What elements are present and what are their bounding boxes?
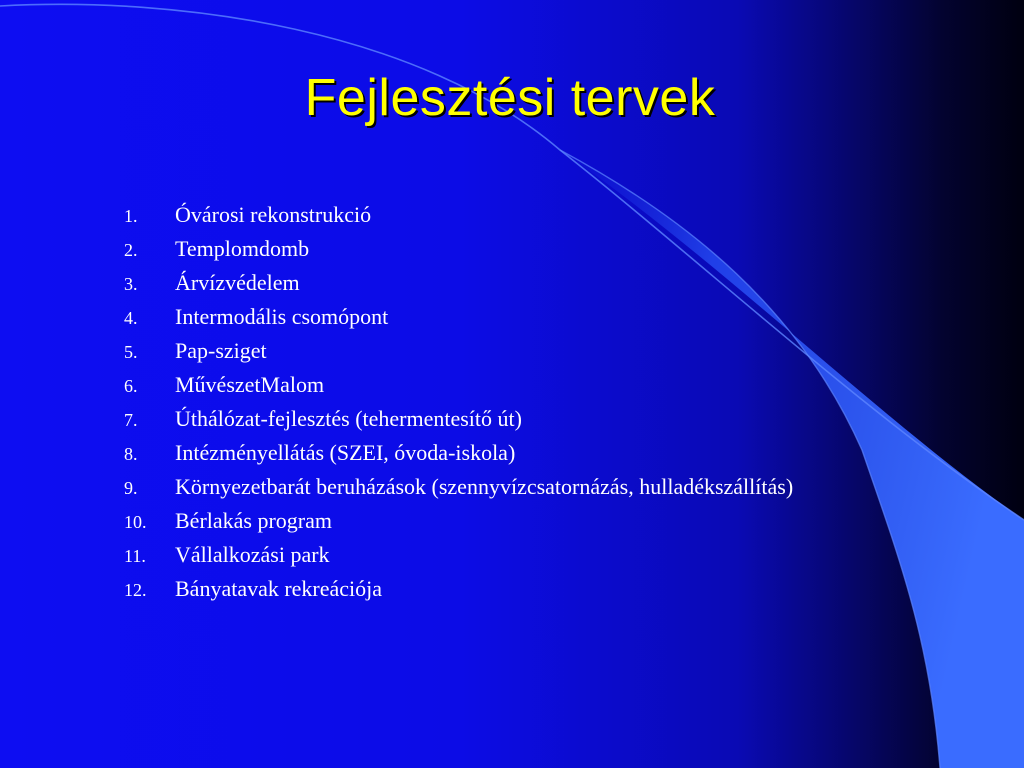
list-item xyxy=(124,470,793,504)
list-item-number: 12. xyxy=(124,580,147,600)
list-item-text: Óvárosi rekonstrukció xyxy=(175,202,372,227)
list-item xyxy=(124,436,793,470)
list-item-text: MűvészetMalom xyxy=(175,372,325,397)
list-item-number: 2. xyxy=(124,240,138,260)
list-item-number: 11. xyxy=(124,546,146,566)
list-item xyxy=(124,504,793,538)
list-item-number: 8. xyxy=(124,444,138,464)
slide-title: Fejlesztési tervek xyxy=(304,69,716,127)
list-item-text: Vállalkozási park xyxy=(175,542,330,567)
list-item-text: Intézményellátás (SZEI, óvoda-iskola) xyxy=(175,440,516,465)
list-item-text: Pap-sziget xyxy=(175,338,267,363)
list-item xyxy=(124,368,793,402)
list-item-number: 5. xyxy=(124,342,138,362)
list-item-number: 6. xyxy=(124,376,138,396)
list-item xyxy=(124,198,793,232)
list-item-text: Intermodális csomópont xyxy=(175,304,389,329)
list-item-text: Templomdomb xyxy=(175,236,310,261)
list-item xyxy=(124,300,793,334)
list-item-number: 3. xyxy=(124,274,138,294)
list-item-number: 7. xyxy=(124,410,138,430)
list-item-text: Bányatavak rekreációja xyxy=(175,576,383,601)
list-item-text: Bérlakás program xyxy=(175,508,332,533)
list-item xyxy=(124,232,793,266)
list-item-text: Úthálózat-fejlesztés (tehermentesítő út) xyxy=(175,406,522,431)
list-item-number: 9. xyxy=(124,478,138,498)
list-item-number: 1. xyxy=(124,206,138,226)
list-item-text: Környezetbarát beruházások (szennyvízcsatornázás, hulladékszállítás) xyxy=(175,474,794,499)
list-item xyxy=(124,266,793,300)
development-plan-list xyxy=(124,198,793,606)
list-item-text: Árvízvédelem xyxy=(175,270,300,295)
list-item xyxy=(124,572,793,606)
list-item-number: 10. xyxy=(124,512,147,532)
list-item xyxy=(124,334,793,368)
list-item-number: 4. xyxy=(124,308,138,328)
list-item xyxy=(124,402,793,436)
list-item xyxy=(124,538,793,572)
